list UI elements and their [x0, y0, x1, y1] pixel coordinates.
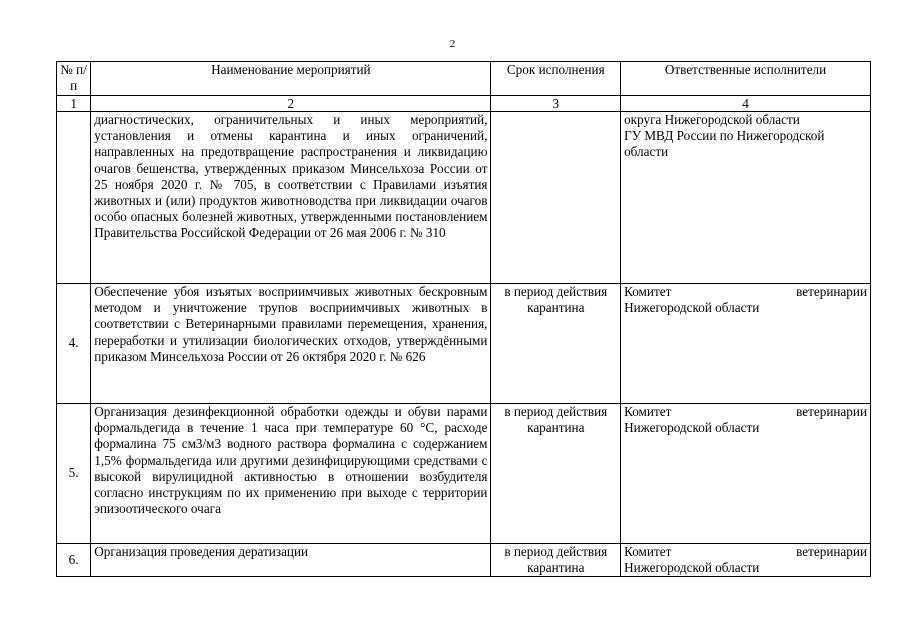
row-resp: [621, 404, 871, 544]
resp-line: Нижегородской области: [624, 300, 760, 316]
resp-line: Нижегородской области: [624, 560, 760, 576]
row-name: Организация проведения дератизации: [91, 544, 491, 577]
row-resp: [621, 112, 871, 284]
table-row: [57, 544, 871, 577]
table-row: [57, 284, 871, 404]
row-name: Организация дезинфекционной обработки одежды и обуви парами формальдегида в течение 1 часа при температуре 60 °С, расходе формалина 75 см3/м3 водного раствора формалина с содержанием 1,5% формальдегида или другими дезинфицирующими средствами с высокой вирулицидной активностью в отношении возбудителя согласно инструкциям по их применению при выходе с территории эпизоотического очага: [91, 404, 491, 544]
row-num: 4.: [57, 284, 91, 404]
resp-line: Комитет ветеринарии: [624, 284, 867, 299]
resp-line: Комитет ветеринарии: [624, 544, 867, 559]
column-number: 4: [621, 96, 871, 112]
table-header-row: [57, 62, 871, 96]
row-term: [491, 112, 621, 284]
measures-table: [56, 61, 871, 577]
row-resp: [621, 284, 871, 404]
row-name: диагностических, ограничительных и иных мероприятий, установления и отмены карантина и иных ограничений, направленных на предотвращение распространения и ликвидацию очагов бешенства, утвержденных приказом Минсельхоза России от 25 ноября 2020 г. № 705, в соответствии с Правилами изъятия животных и (или) продуктов животноводства при ликвидации очагов особо опасных болезней животных, утвержденными постановлением Правительства Российской Федерации от 26 мая 2006 г. № 310: [91, 112, 491, 284]
column-number: 1: [57, 96, 91, 112]
column-number: 3: [491, 96, 621, 112]
resp-line: Комитет ветеринарии: [624, 404, 867, 419]
resp-line: Нижегородской области: [624, 420, 760, 436]
row-num: 5.: [57, 404, 91, 544]
resp-line: ГУ МВД России по Нижегородской области: [624, 128, 825, 160]
row-num: 6.: [57, 544, 91, 577]
row-term: в период действия карантина: [491, 284, 621, 404]
row-resp: [621, 544, 871, 577]
row-num: [57, 112, 91, 284]
page-number: 2: [449, 38, 456, 50]
header-resp: Ответственные исполнители: [621, 62, 871, 96]
table-row: [57, 404, 871, 544]
header-term: Срок исполнения: [491, 62, 621, 96]
row-term: в период действия карантина: [491, 404, 621, 544]
row-name: Обеспечение убоя изъятых восприимчивых животных бескровным методом и уничтожение трупов восприимчивых животных в соответствии с Ветеринарными правилами перемещения, хранения, переработки и утилизации биологических отходов, утверждёнными приказом Минсельхоза России от 26 октября 2020 г. № 626: [91, 284, 491, 404]
column-number: 2: [91, 96, 491, 112]
row-term: в период действия карантина: [491, 544, 621, 577]
header-name: Наименование мероприятий: [91, 62, 491, 96]
column-number-row: [57, 96, 871, 112]
table-row: [57, 112, 871, 284]
header-num: № п/п: [57, 62, 91, 96]
resp-line: округа Нижегородской области: [624, 112, 800, 127]
